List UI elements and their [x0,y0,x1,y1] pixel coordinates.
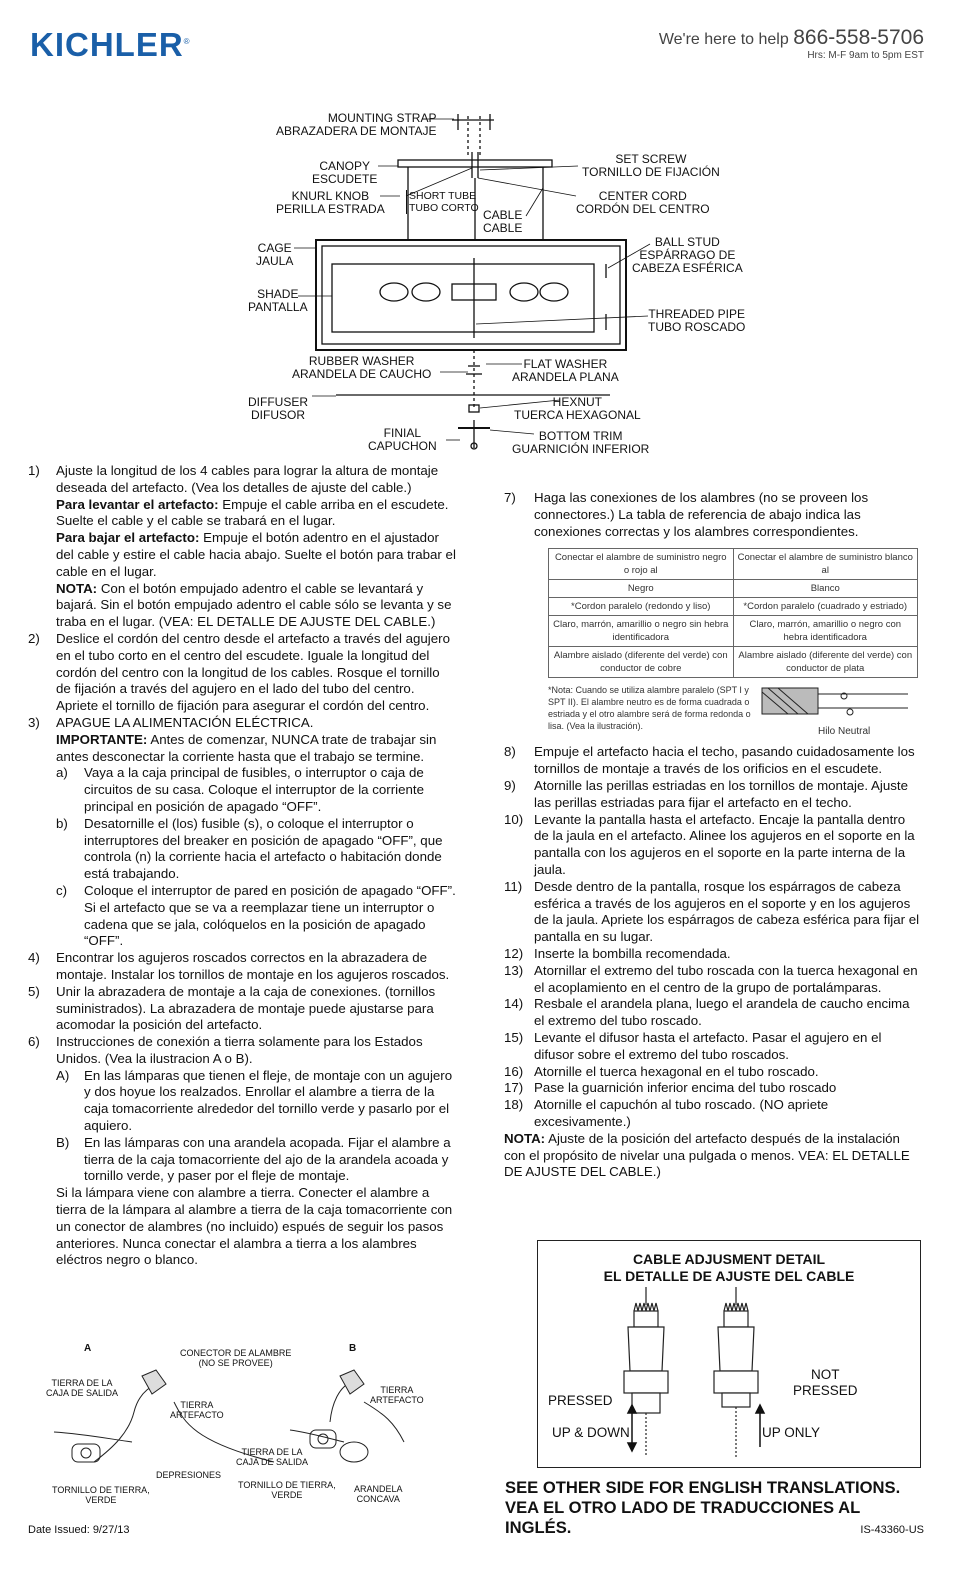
table-row: Alambre aislado (diferente del verde) con conductor de cobre Alambre aislado (diferente del verde) con conductor de plata [549,647,918,678]
cable-adjustment-detail [537,1240,921,1468]
phone-number: 866-558-5706 [793,26,924,49]
label-canopy: CANOPY ESCUDETE [312,159,378,186]
instructions-left [28,463,458,1269]
document-id: IS-43360-US [860,1524,924,1536]
step-12: 12) Inserte la bombilla recomendada. [504,945,731,961]
wire-note-text: *Nota: Cuando se utiliza alambre paralelo (SPT I y SPT II). El alambre neutro es de forma cuadrada o estriada y el otro alambre será de forma redonda o lisa. (Vea la ilustración). [548,685,751,732]
kichler-logo [30,26,191,64]
label-tierra-caja-a: TIERRA DE LA CAJA DE SALIDA [46,1378,119,1398]
label-cage: CAGE JAULA [256,241,294,268]
label-center-cord: CENTER CORD CORDÓN DEL CENTRO [576,189,710,216]
label-flat-washer: FLAT WASHER ARANDELA PLANA [512,357,619,384]
table-row: Negro Blanco [549,580,918,598]
table-row: *Cordon paralelo (redondo y liso) *Cordon paralelo (cuadrado y estriado) [549,598,918,616]
step-17: 17) Pase la guarnición inferior encima del tubo roscado [504,1080,837,1096]
label-bottom-trim: BOTTOM TRIM GUARNICIÓN INFERIOR [512,429,650,456]
neutral-label: Hilo Neutral [818,726,871,738]
step-6a: A) En las lámparas que tienen el fleje, de montaje con un agujero y dos hoyue los realzados. Enrollar el alambre a tierra de la caja tomacorriente alrededor del tornillo verde y pasarlo por el aquiero. [56,1067,453,1134]
help-block [659,26,924,61]
step-6b: B) En las lámparas con una arandela acopada. Fijar el alambre a tierra de la caja tomacorriente del ajo de la arandela acoada y tornillo verde, y paser por el fleje de montaje. [56,1134,451,1184]
label-threaded-pipe: THREADED PIPE TUBO ROSCADO [648,307,746,334]
table-row: Claro, marrón, amarillio o negro sin hebra identificadora Claro, marrón, amarillio o negro con hebra identificadora [549,616,918,647]
step-3a: a) Vaya a la caja principal de fusibles, o interruptor o caja de circuitos de su casa. Coloque el interruptor de la corriente principal en posición de apagado “OFF”. [56,765,424,814]
step-18: 18) Atornille el capuchón al tubo roscado. (NO apriete excesivamente.) [504,1097,829,1129]
final-note: NOTA: Ajuste de la posición del artefacto después de la instalación con el propósito de nivelar una pulgada o menos. VEA: EL DETALLE DE AJUSTE DEL CABLE.) [504,1130,910,1180]
step-11: 11) Desde dentro de la pantalla, rosque los espárragos de cabeza esférica a través de los agujeros en el soporte y en los agujeros de la jaula. Apriete los espárragos de cabeza esférica para fijar el pantalla en su lugar. [504,878,920,945]
wire-connection-table [548,548,918,678]
step-15: 15) Levante el difusor hasta el artefacto. Pasar el agujero en el difusor sobre el extremo del tubo roscados. [504,1029,882,1062]
step-16: 16) Atornille el tuerca hexagonal en el tubo roscado. [504,1063,819,1079]
label-set-screw: SET SCREW TORNILLO DE FIJACIÓN [582,152,720,179]
step-6-extra: Si la lámpara viene con alambre a tierra. Conecter el alambre a tierra de la lámpara al alambre a tierra de la caja tomacorriente con un conector de alambres (no incluido) espués de seguir los pasos anteriores. Nunca conectar el alambra a tierra a los alambres eléctros negro o blanco. [56,1185,453,1268]
label-tornillo-a: TORNILLO DE TIERRA, VERDE [52,1485,150,1505]
step-14: 14) Resbale el arandela plana, luego el arandela de caucho encima el extremo del tubo roscado. [504,996,910,1029]
cable-detail-title: CABLE ADJUSMENT DETAIL EL DETALLE DE AJUSTE DEL CABLE [603,1251,855,1284]
step-8: 8) Empuje el artefacto hacia el techo, pasando cuidadosamente los tornillos de montaje a través de los orificios en el escudete. [504,744,915,777]
step-3: 3) APAGUE LA ALIMENTACIÓN ELÉCTRICA. IMPORTANTE: Antes de comenzar, NUNCA trate de trabajar sin antes desconectar la corriente hasta que el trabajo se termine. [28,714,437,764]
step-7: 7) Haga las conexiones de los alambres (no se proveen los connectores.) La tabla de referencia de abajo indica las conexiones correctas y los alambres correspondientes. [504,490,869,539]
date-issued: Date Issued: 9/27/13 [28,1524,130,1536]
label-mounting-strap: MOUNTING STRAP ABRAZADERA DE MONTAJE [276,111,437,138]
step-2: 2) Deslice el cordón del centro desde el artefacto a través del agujero en el tubo corto en el centro del escudete. Iguale la longitud del cordón del centro con la longitud de los cables. Rosque el tornillo de fijación a través del agujero en el lado del tubo del centro. Apriete el tornillo de fijación para asegurar el cordón del centro. [28,630,450,714]
label-ball-stud: BALL STUD ESPÁRRAGO DE CABEZA ESFÉRICA [632,235,743,275]
logo-text: KICHLER [30,26,184,63]
label-not-pressed: NOT PRESSED [793,1367,858,1398]
label-knurl-knob: KNURL KNOB PERILLA ESTRADA [276,189,385,216]
step-3c: c) Coloque el interruptor de pared en posición de apagado “OFF”. Si el artefacto que se va a reemplazar tiene un interruptor o cadena que se jala, colóquelos en la posición de apagado “OFF”. [56,882,456,949]
table-row: Conectar el alambre de suministro negro o rojo al Conectar el alambre de suministro blanco al [549,549,918,580]
fixture-diagram [240,108,760,460]
see-other-side: SEE OTHER SIDE FOR ENGLISH TRANSLATIONS. VEA EL OTRO LADO DE TRADUCCIONES AL INGLÉS. [505,1478,901,1537]
neutral-wire-illustration [758,684,918,738]
help-text: We're here to help [658,31,789,48]
label-short-tube: SHORT TUBE TUBO CORTO [406,190,479,214]
instructions-right [504,490,920,1181]
wire-note [548,684,918,738]
label-rubber-washer: RUBBER WASHER ARANDELA DE CAUCHO [292,354,432,381]
step-13: 13) Atornillar el extremo del tubo roscada con la tuerca hexagonal en el acoplamiento en el centro de la grupo de portalámparas. [504,962,918,995]
step-1: 1) Ajuste la longitud de los 4 cables para lograr la altura de montaje deseada del artefacto. (Vea los detalles de ajuste del cable.) Para levantar el artefacto: Empuje el cable arriba en el escudete. Suelte el cable y el cable se trabará en el lugar. Para bajar el artefacto: Empuje el botón adentro en el ajustador del cable y estire el cable hacia abajo. Suelte el botón para trabar el cable en el lugar. NOTA: Con el botón empujado adentro el cable se levantará y bajará. Sin el botón empujado adentro el cable sólo se levanta y se traba en el lugar. (VEA: EL DETALLE DE AJUSTE DEL CABLE.) [28,463,456,630]
ground-illustration [44,1342,454,1512]
label-cable: CABLE CABLE [483,208,523,235]
label-tierra-art-b: TIERRA ARTEFACTO [370,1385,424,1405]
logo-mark: ® [183,37,191,46]
label-connector: CONECTOR DE ALAMBRE (NO SE PROVEE) [180,1348,292,1368]
label-a: A [84,1343,92,1354]
label-diffuser: DIFFUSER DIFUSOR [248,395,308,422]
label-depresiones: DEPRESIONES [156,1470,222,1480]
label-tierra-caja-b: TIERRA DE LA CAJA DE SALIDA [236,1447,309,1467]
label-pressed: PRESSED [548,1393,613,1408]
label-tornillo-b: TORNILLO DE TIERRA, VERDE [238,1480,336,1500]
label-b: B [349,1343,357,1354]
step-4: 4) Encontrar los agujeros roscados correctos en la abrazadera de montaje. Instalar los tornillos de montaje en los agujeros roscados. [28,950,450,982]
label-finial: FINIAL CAPUCHON [368,426,437,453]
step-6: 6) Instrucciones de conexión a tierra solamente para los Estados Unidos. (Vea la ilustracion A o B). [28,1034,423,1066]
label-up-only: UP ONLY [762,1425,821,1440]
step-9: 9) Atornille las perillas estriadas en los tornillos de montaje. Ajuste las perillas estriadas para fijar el artefacto en el techo. [504,777,908,810]
step-3b: b) Desatornille el (los) fusible (s), o coloque el interruptor o interruptores del breaker en posición de apagado “OFF”, que controla (n) la corriente hacia el artefacto o habitación donde está trabajando. [56,815,443,882]
step-5: 5) Unir la abrazadera de montaje a la caja de conexiones. (tornillos suministrados). La abrazadera de montaje puede ajustarse para acomodar la posición del artefacto. [28,983,436,1033]
label-hexnut: HEXNUT TUERCA HEXAGONAL [514,395,641,422]
hours: Hrs: M-F 9am to 5pm EST [807,50,924,61]
label-shade: SHADE PANTALLA [248,287,308,314]
label-tierra-art-a: TIERRA ARTEFACTO [170,1400,224,1420]
step-10: 10) Levante la pantalla hasta el artefacto. Encaje la pantalla dentro de la jaula en el artefacto. Alinee los agujeros en el soporte en la pantalla con los agujeros en el soporte en la parte interna de la jaula. [504,811,915,877]
label-arandela: ARANDELA CONCAVA [354,1484,403,1504]
label-up-down: UP & DOWN [552,1425,630,1440]
